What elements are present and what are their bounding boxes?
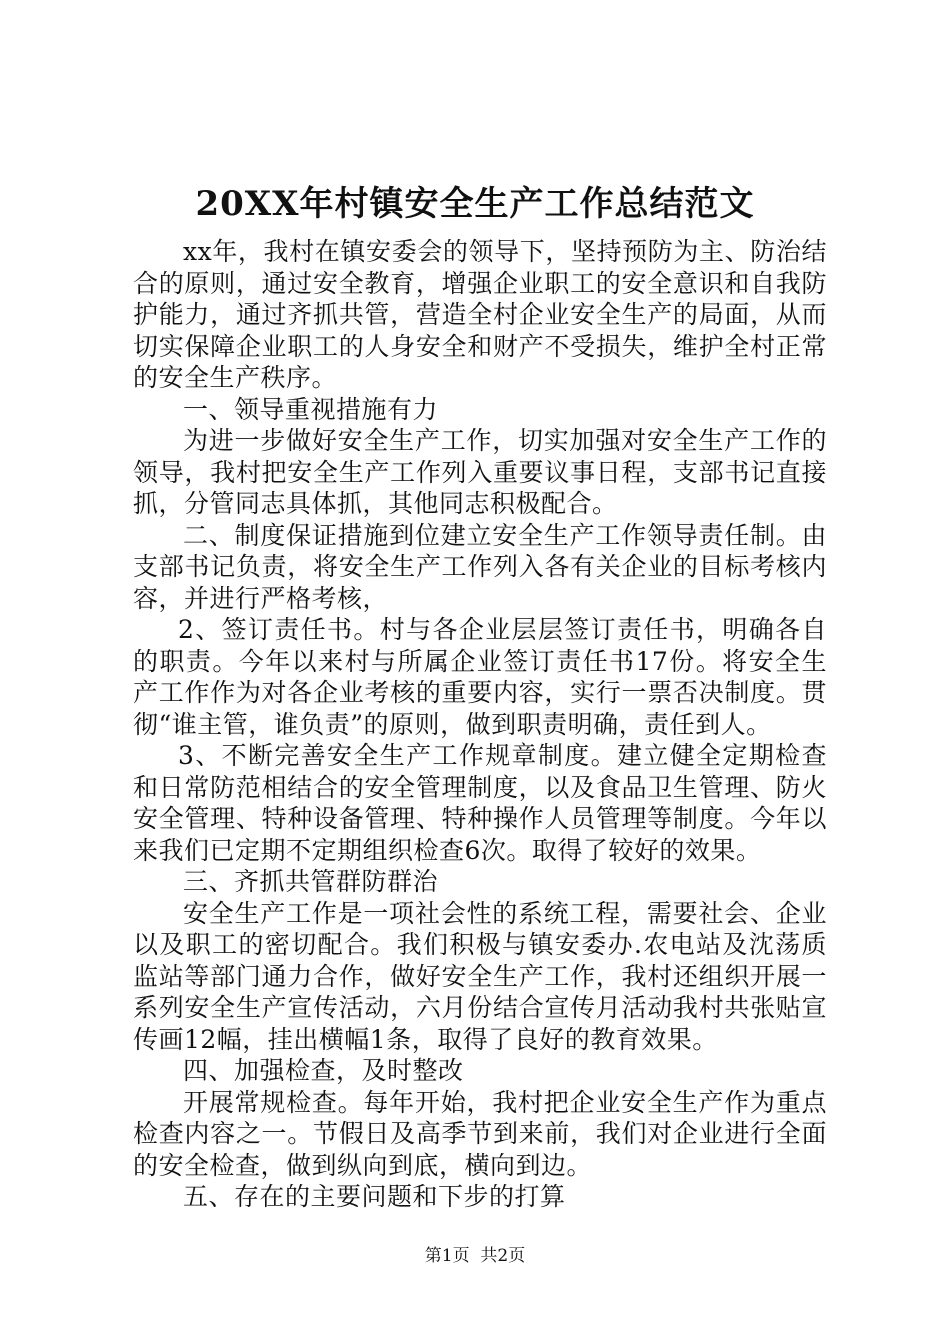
section-heading-4: 四、加强检查，及时整改: [183, 1056, 464, 1085]
paragraph-section-3: 安全生产工作是一项社会性的系统工程，需要社会、企业以及职工的密切配合。我们积极与镇安委办.农电站及沈荡质监站等部门通力合作，做好安全生产工作，我村还组织开展一系列安全生产宣传活动，六月份结合宣传月活动我村共张贴宣传画12幅，挂出横幅1条，取得了良好的教育效果。: [133, 898, 827, 1054]
document-title: 20XX年村镇安全生产工作总结范文: [195, 184, 755, 224]
paragraph-intro: xx年，我村在镇安委会的领导下，坚持预防为主、防治结合的原则，通过安全教育，增强企业职工的安全意识和自我防护能力，通过齐抓共管，营造全村企业安全生产的局面，从而切实保障企业职工的人身安全和财产不受损失，维护全村正常的安全生产秩序。: [133, 237, 827, 392]
paragraph-section-1: 为进一步做好安全生产工作，切实加强对安全生产工作的领导，我村把安全生产工作列入重要议事日程，支部书记直接抓，分管同志具体抓，其他同志积极配合。: [133, 426, 827, 518]
footer-spacer: [470, 1246, 481, 1266]
section-heading-1: 一、领导重视措施有力: [183, 394, 439, 424]
paragraph-section-4: 开展常规检查。每年开始，我村把企业安全生产作为重点检查内容之一。节假日及高季节到来前，我们对企业进行全面的安全检查，做到纵向到底，横向到边。: [133, 1087, 827, 1180]
section-heading-2: 二、制度保证措施到位建立安全生产工作领导责任制。由支部书记负责，将安全生产工作列入各有关企业的目标考核内容，并进行严格考核，: [133, 520, 827, 613]
paragraph-item-2: 2、签订责任书。村与各企业层层签订责任书，明确各自的职责。今年以来村与所属企业签订责任书17份。将安全生产工作作为对各企业考核的重要内容，实行一票否决制度。贯彻“谁主管，谁负责”的原则，做到职责明确，责任到人。: [133, 615, 827, 739]
page-number: 第1页: [424, 1246, 470, 1266]
page-total: 共2页: [480, 1246, 526, 1266]
section-heading-5: 五、存在的主要问题和下步的打算: [183, 1182, 566, 1211]
section-heading-3: 三、齐抓共管群防群治: [183, 867, 439, 896]
document-body: [133, 236, 827, 1213]
paragraph-item-3: 3、不断完善安全生产工作规章制度。建立健全定期检查和日常防范相结合的安全管理制度，以及食品卫生管理、防火安全管理、特种设备管理、特种操作人员管理等制度。今年以来我们已定期不定期组织检查6次。取得了较好的效果。: [133, 741, 827, 865]
page-footer: [0, 1244, 950, 1268]
